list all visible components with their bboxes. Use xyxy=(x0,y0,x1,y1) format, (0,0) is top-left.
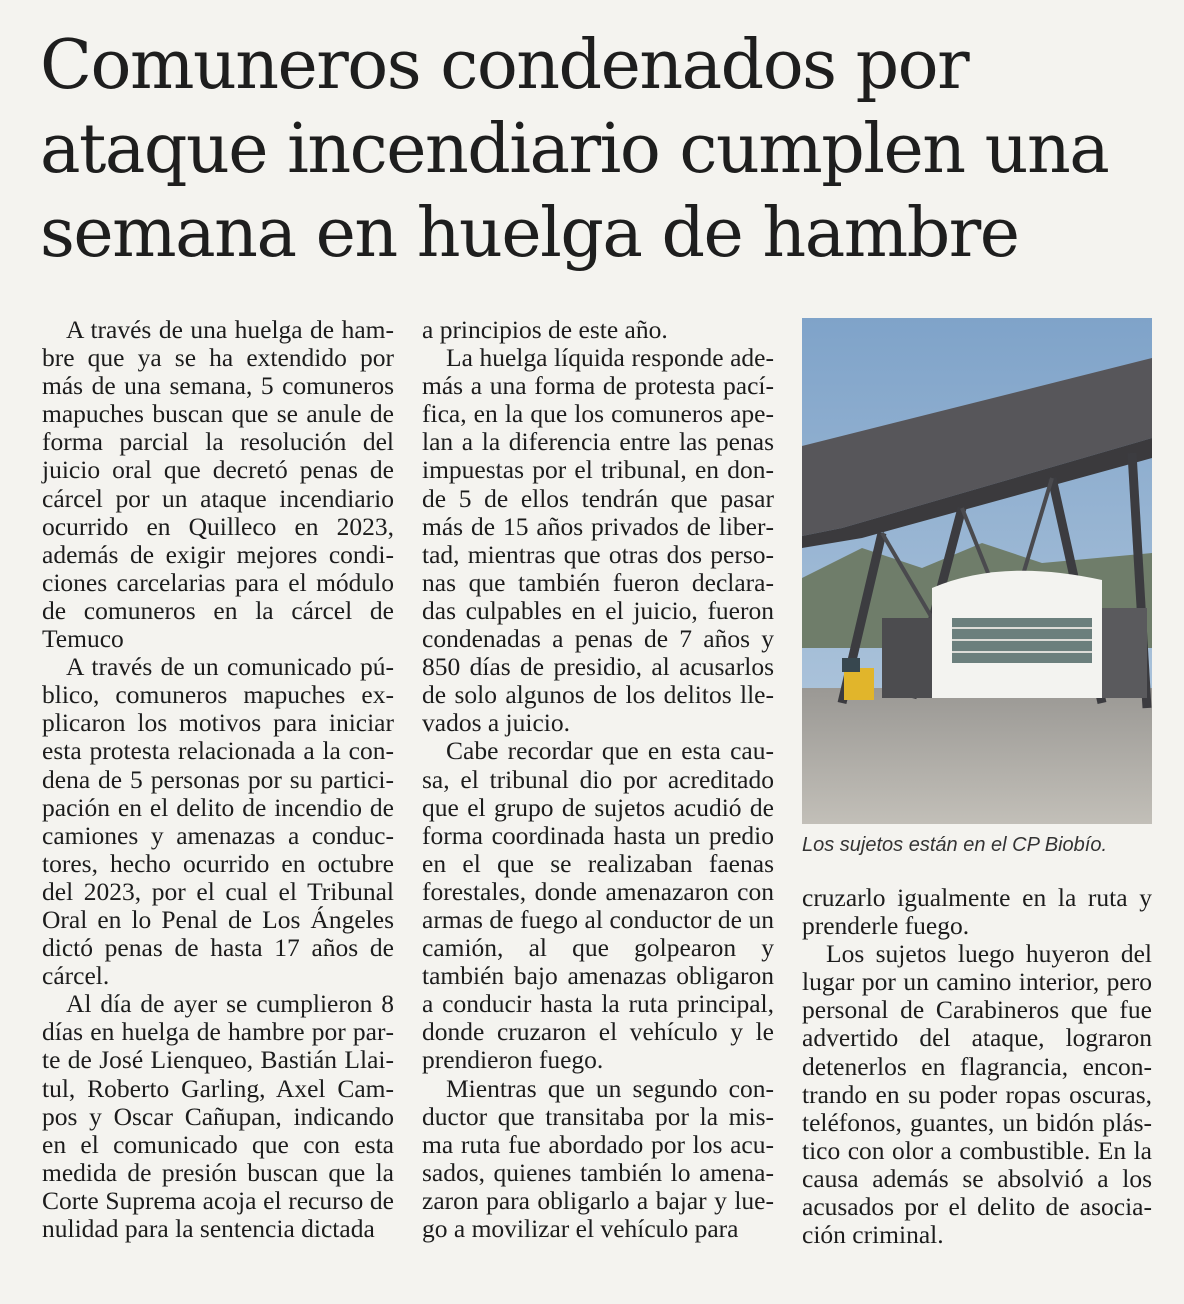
paragraph: Los sujetos luego huyeron del lugar por un camino interior, pero personal de Carabineros que fue advertido del ataque, lograron detenerlos en flagrancia, encontrando en su poder ropas oscuras, teléfonos, guantes, un bidón plástico con olor a combustible. En la causa además se absolvió a los acusados por el delito de asociación criminal. xyxy=(802,939,1152,1250)
paragraph: cruzarlo igualmente en la ruta y prenderle fuego. xyxy=(802,883,1152,941)
paragraph: a principios de este año. xyxy=(422,315,668,344)
paragraph: Cabe recordar que en esta causa, el tribunal dio por acreditado que el grupo de sujetos acudió de forma coordinada hasta un predio en el que se realizaban faenas forestales, donde amenazaron con armas de fuego al conductor de un camión, al que golpearon y también bajo amenazas obligaron a conducir hasta la ruta principal, donde cruzaron el vehículo y le prendieron fuego. xyxy=(422,736,774,1075)
article-column-1 xyxy=(42,316,394,1243)
headline: Comuneros condenados por ataque incendiario cumplen una semana en huelga de hambre xyxy=(40,26,1109,273)
paragraph: A través de una huelga de hambre que ya se ha extendido por más de una semana, 5 comuneros mapuches buscan que se anule de forma parcial la resolución del juicio oral que decretó penas de cárcel por un ataque incendiario ocurrido en Quilleco en 2023, además de exigir mejores condiciones carcelarias para el módulo de comuneros en la cárcel de Temuco xyxy=(42,315,394,654)
paragraph: Al día de ayer se cumplieron 8 días en huelga de hambre por parte de José Lienqueo, Bastián Llaitul, Roberto Garling, Axel Campos y Oscar Cañupan, indicando en el comunicado que con esta medida de presión buscan que la Corte Suprema acoja el recurso de nulidad para la sentencia dictada xyxy=(42,989,394,1243)
photo-caption: Los sujetos están en el CP Biobío. xyxy=(802,834,1107,856)
paragraph: La huelga líquida responde además a una forma de protesta pacífica, en la que los comuneros apelan a la diferencia entre las penas impuestas por el tribunal, en donde 5 de ellos tendrán que pasar más de 15 años privados de libertad, mientras que otras dos personas que también fueron declaradas culpables en el juicio, fueron condenadas a penas de 7 años y 850 días de presidio, al acusarlos de solo algunos de los delitos llevados a juicio. xyxy=(422,343,774,738)
article-photo xyxy=(802,318,1152,824)
article-column-2 xyxy=(422,316,774,1243)
paragraph: Mientras que un segundo conductor que transitaba por la misma ruta fue abordado por los acusados, quienes también lo amenazaron para obligarlo a bajar y luego a movilizar el vehículo para xyxy=(422,1073,774,1243)
article-column-3 xyxy=(802,884,1152,1249)
paragraph: A través de un comunicado público, comuneros mapuches explicaron los motivos para iniciar esta protesta relacionada a la condena de 5 personas por su participación en el delito de incendio de camiones y amenazas a conductores, hecho ocurrido en octubre del 2023, por el cual el Tribunal Oral en lo Penal de Los Ángeles dictó penas de hasta 17 años de cárcel. xyxy=(42,652,394,991)
prison-entrance-illustration xyxy=(802,318,1152,824)
